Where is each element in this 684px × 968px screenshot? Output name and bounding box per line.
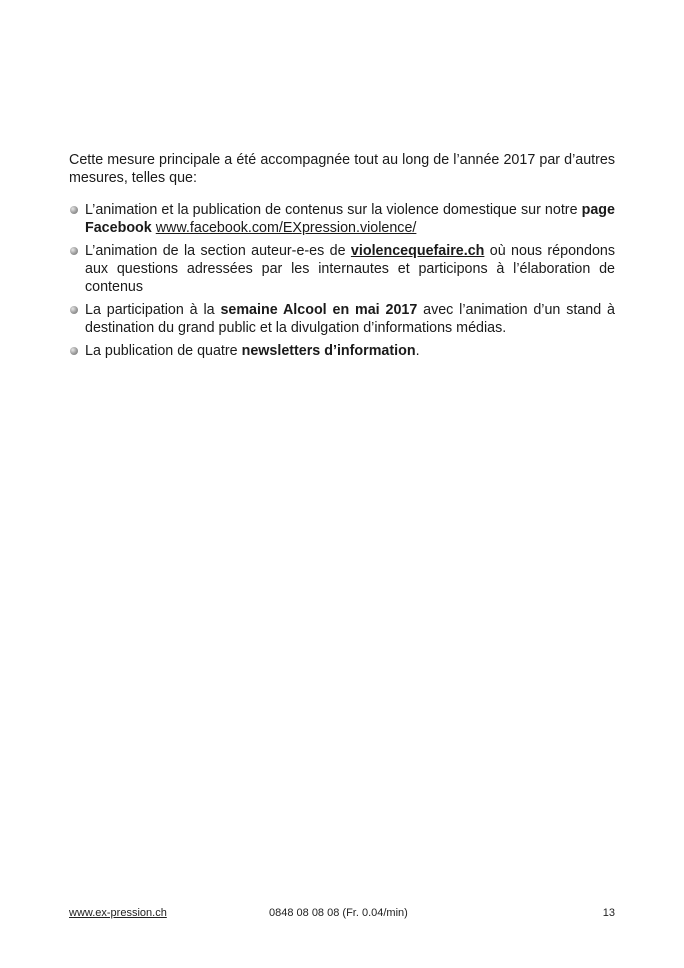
bullet-strong: newsletters d’information (241, 343, 416, 359)
bullet-strong: semaine Alcool en mai 2017 (220, 302, 418, 318)
bullet-strong: page Facebook (85, 202, 615, 236)
footer-phone: 0848 08 08 08 (Fr. 0.04/min) (269, 907, 408, 919)
bullet-icon (70, 306, 78, 314)
bullet-text: avec l’animation d’un stand à destination du grand public et la divulgation d’informations médias. (85, 302, 615, 336)
list-item (69, 242, 615, 296)
bullet-text: L’animation de la section auteur-e-es de (85, 243, 351, 259)
list-item (69, 342, 615, 360)
bullet-icon (70, 206, 78, 214)
page-footer (69, 906, 615, 920)
footer-website-link[interactable]: www.ex-pression.ch (69, 907, 167, 919)
bullet-icon (70, 347, 78, 355)
bullet-icon (70, 247, 78, 255)
list-item (69, 301, 615, 337)
bullet-text: La participation à la (85, 302, 221, 318)
bullet-list (69, 201, 615, 365)
bullet-text: . (415, 343, 420, 359)
bullet-text: La publication de quatre (85, 343, 242, 359)
facebook-link[interactable]: www.facebook.com/EXpression.violence/ (155, 220, 417, 236)
page-number: 13 (602, 907, 615, 919)
violencequefaire-link[interactable]: violencequefaire.ch (350, 243, 485, 259)
bullet-text: où nous répondons aux questions adressées par les internautes et participons à l’élaboration de contenus (85, 243, 615, 295)
bullet-text: L’animation et la publication de contenus sur la violence domestique sur notre (85, 202, 582, 218)
intro-paragraph: Cette mesure principale a été accompagnée tout au long de l’année 2017 par d’autres mesures, telles que: (69, 152, 615, 186)
list-item (69, 201, 615, 237)
